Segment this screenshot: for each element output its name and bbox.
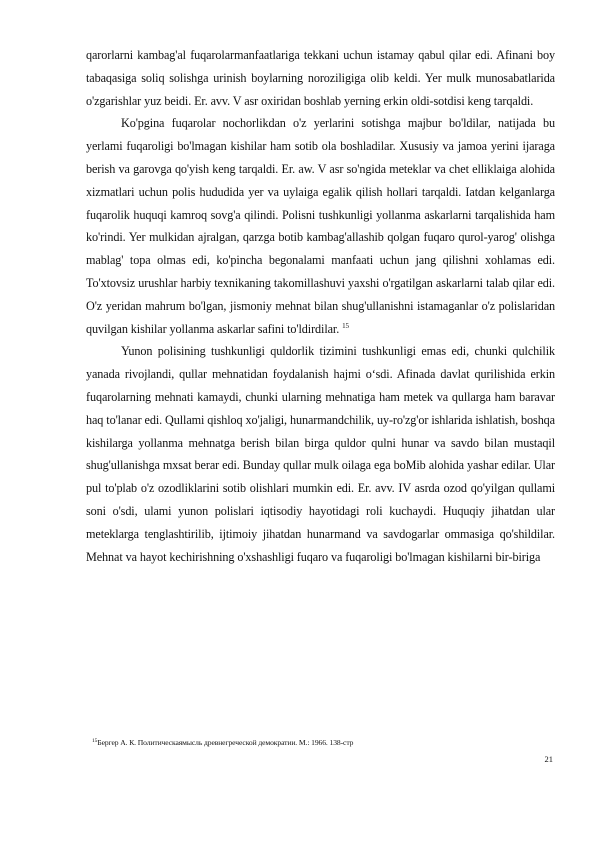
paragraph-2-text: Ko'pgina fuqarolar nochorlikdan o'z yerlarini sotishga majbur bo'ldilar, natijada bu yerlami fuqaroligi bo'lmagan kishilar ham sotib ola boshladilar. Xususiy va jamoa yerini ijaraga berish va garovga qo'yish keng tarqaldi. Er. aw. V asr so'ngida meteklar va chet elliklaiga alohida xizmatlari uchun polis hududida yer va uylaiga egalik qilish hollari tarqaldi. Iatdan kelganlarga fuqarolik huquqi kamroq sovg'a qilindi. Polisni tushkunligi yollanma askarlarni tarqalishida ham ko'rindi. Yer mulkidan ajralgan, qarzga botib kambag'allashib qolgan fuqaro qurol-yarog' olishga mablag' topa olmas edi, ko'pincha begonalami manfaati uchun jang qilishni xohlamas edi. To'xtovsiz urushlar harbiy texnikaning takomillashuvi yaxshi o'rgatilgan askarlarni talab qilar edi. O'z yeridan mahrum bo'lgan, jismoniy mehnat bilan shug'ullanishni istamaganlar o'z polislaridan quvilgan kishilar yollanma askarlar safini to'ldirdilar. [86, 116, 555, 336]
footnote-text: Бергер А. К. Политическаямысль древнегреческой демократии. М.: 1966. 138-стр [97, 738, 354, 747]
paragraph-2 [86, 112, 555, 340]
footnote [92, 738, 552, 748]
paragraph-3: Yunon polisining tushkunligi quldorlik tizimini tushkunligi emas edi, chunki qulchilik yanada rivojlandi, qullar mehnatidan foydalanish hajmi o‘sdi. Afinada davlat qurilishida erkin fuqarolarning mehnati kamaydi, chunki ularning mehnatiga ham metek va qullarga ham baravar haq to'lanar edi. Qullami qishloq xo'jaligi, hunarmandchilik, uy-ro'zg'or ishlarida ishlatish, boshqa kishilarga yollanma mehnatga berish bilan birga quldor qulni hunar va savdo bilan mustaqil shug'ullanishga mxsat berar edi. Bunday qullar mulk oilaga ega boMib alohida yashar edilar. Ular pul to'plab o'z ozodliklarini sotib olishlari mumkin edi. Er. avv. IV asrda ozod qo'yilgan qullami soni o'sdi, ulami yunon polislari iqtisodiy hayotidagi roli kuchaydi. Huquqiy jihatdan ular meteklarga tenglashtirilib, ijtimoiy jihatdan hunarmand va savdogarlar ommasiga qo'shildilar. Mehnat va hayot kechirishning o'xshashligi fuqaro va fuqaroligi bo'lmagan kishilarni bir-biriga [86, 344, 555, 564]
footnote-reference[interactable]: 15 [342, 321, 349, 330]
footnote-number: 15 [92, 738, 98, 744]
paragraph-1: qarorlarni kambag'al fuqarolarmanfaatlariga tekkani uchun istamay qabul qilar edi. Afinani boy tabaqasiga soliq solishga urinish boylarning noroziligiga olib keldi. Yer mulk munosabatlarida o'zgarishlar yuz beidi. Er. avv. V asr oxiridan boshlab yerning erkin oldi-sotdisi keng tarqaldi. [86, 48, 555, 108]
page-number: 21 [544, 754, 553, 764]
page-body [86, 44, 555, 568]
